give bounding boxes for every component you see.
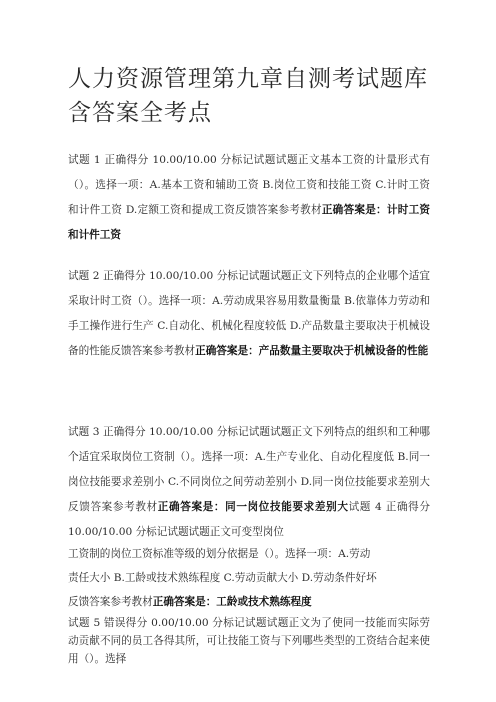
question-1-answer: 正确答案是：计时工资和计件工资	[68, 204, 431, 241]
question-4-answer-line	[68, 590, 430, 615]
question-4-line-2: 责任大小 B.工龄或技术熟练程度 C.劳动贡献大小 D.劳动条件好坏	[68, 572, 377, 584]
question-2-answer: 正确答案是：产品数量主要取决于机械设备的性能	[195, 345, 429, 357]
question-3-text: 试题 3 正确得分 10.00/10.00 分标记试题试题正文下列特点的组织和工种哪个适宜采取岗位工资制（）。选择一项：A.生产专业化、自动化程度低 B.同一岗位技能要求差别小 C.不同岗位之间劳动差别小 D.同一岗位技能要求差别大反馈答案参考教材	[68, 426, 430, 513]
question-3-paragraph	[68, 420, 430, 545]
question-2-paragraph	[68, 264, 430, 364]
question-1-text: 试题 1 正确得分 10.00/10.00 分标记试题试题正文基本工资的计量形式有（）。选择一项：A.基本工资和辅助工资 B.岗位工资和技能工资 C.计时工资和计件工资 D.定额工资和提成工资反馈答案参考教材	[68, 154, 430, 216]
document-title: 人力资源管理第九章自测考试题库含答案全考点	[68, 66, 428, 126]
question-1-paragraph	[68, 148, 430, 248]
question-4-start-text: 试题 4 正确得分 10.00/10.00 分标记试题试题正文可变型岗位	[68, 501, 430, 538]
question-2-text: 试题 2 正确得分 10.00/10.00 分标记试题试题正文下列特点的企业哪个适宜采取计时工资（）。选择一项：A.劳动成果容易用数量衡量 B.依靠体力劳动和手工操作进行生产 C.自动化、机械化程度较低 D.产品数量主要取决于机械设备的性能反馈答案参考教材	[68, 270, 430, 357]
question-4-feedback-text: 反馈答案参考教材	[68, 596, 153, 608]
question-3-answer: 正确答案是：同一岗位技能要求差别大	[157, 501, 349, 513]
question-5-text: 试题 5 错误得分 0.00/10.00 分标记试题试题正文为了使同一技能而实际劳动贡献不同的员工各得其所，可让技能工资与下列哪些类型的工资结合起来使用（）。选择	[68, 617, 430, 665]
question-4-line-1: 工资制的岗位工资标准等级的划分依据是（）。选择一项：A.劳动	[68, 548, 371, 560]
question-4-answer: 正确答案是：工龄或技术熟练程度	[152, 596, 312, 608]
